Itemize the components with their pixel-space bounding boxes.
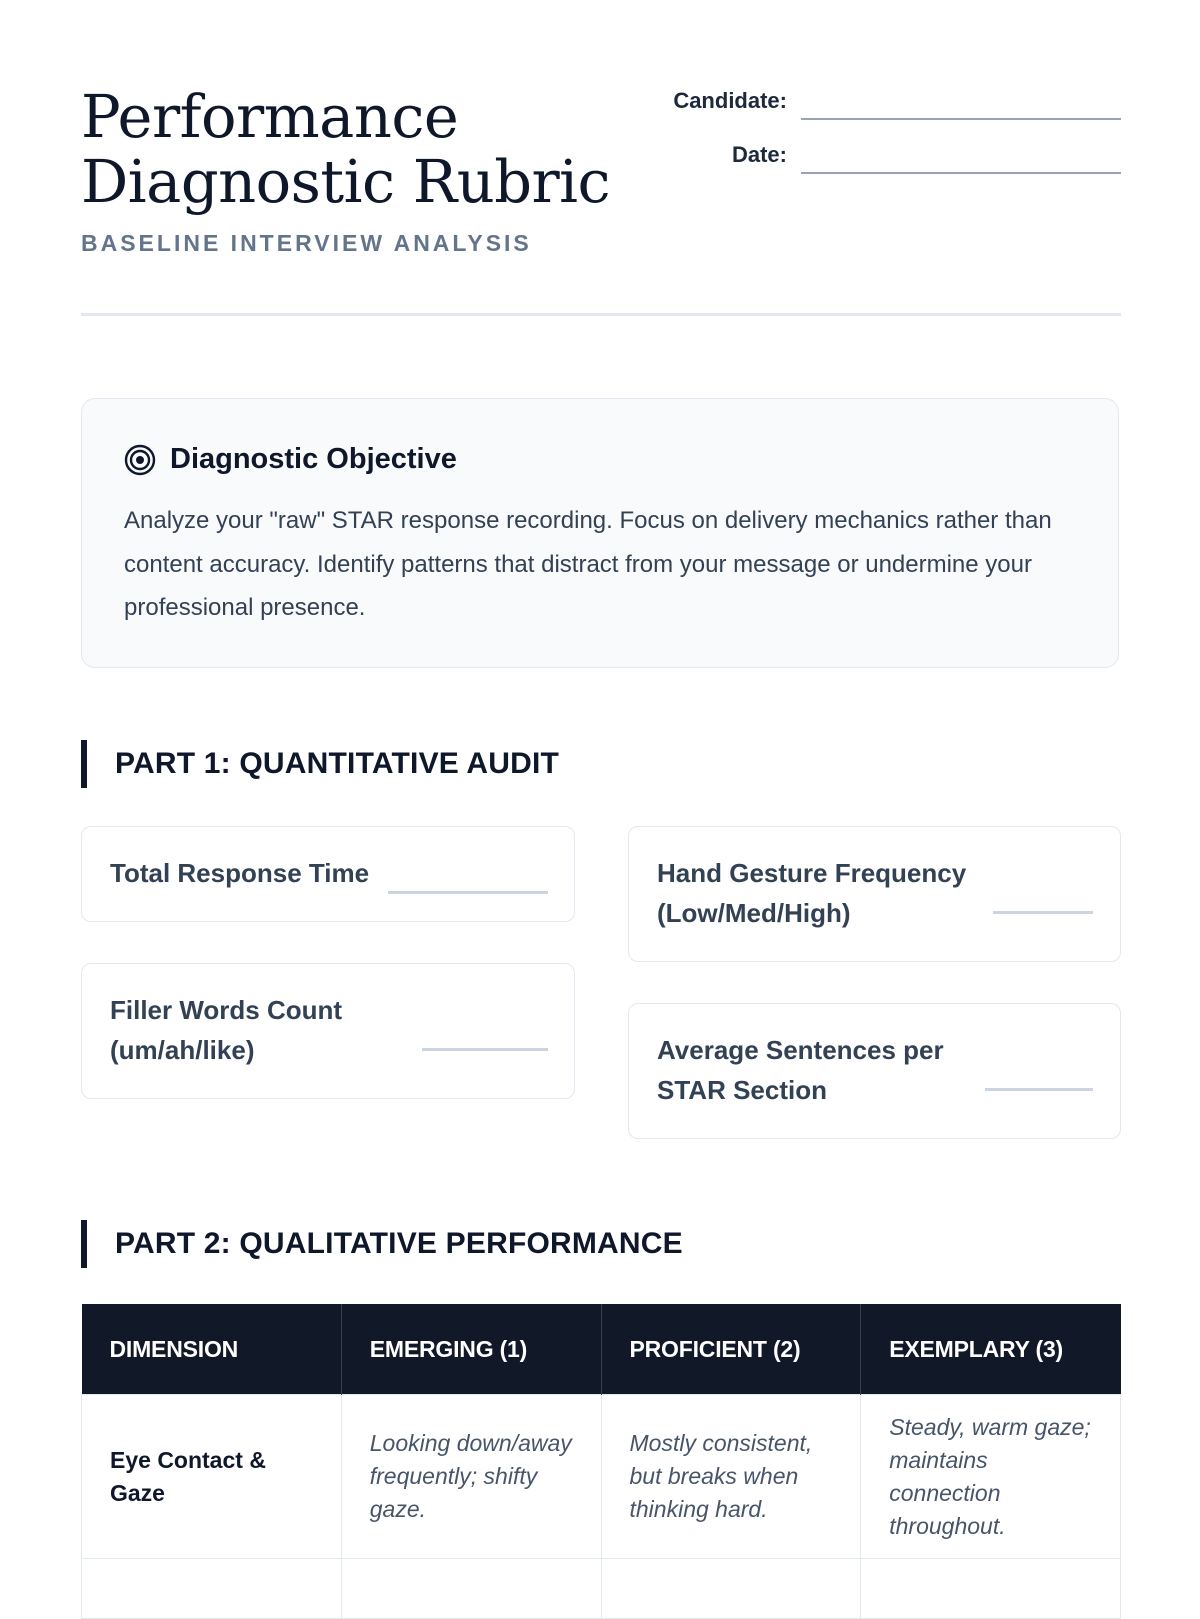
section-marker: [81, 1220, 87, 1268]
candidate-row: [661, 84, 1121, 138]
candidate-label: Candidate:: [673, 88, 787, 113]
metric-card-filler-words: [81, 963, 575, 1099]
emerging-cell[interactable]: Looking down/away frequently; shifty gaze.: [341, 1395, 601, 1559]
part1-title: PART 1: QUANTITATIVE AUDIT: [115, 747, 560, 780]
dimension-cell: Eye Contact & Gaze: [82, 1395, 342, 1559]
metric-label: Hand Gesture Frequency (Low/Med/High): [657, 858, 967, 928]
part1-header: [81, 740, 559, 788]
section-marker: [81, 740, 87, 788]
page-subtitle: BASELINE INTERVIEW ANALYSIS: [81, 230, 532, 256]
metric-label: Filler Words Count (um/ah/like): [110, 995, 343, 1065]
metric-label: Average Sentences per STAR Section: [657, 1035, 944, 1105]
objective-title: Diagnostic Objective: [170, 443, 457, 475]
date-label: Date:: [731, 142, 787, 167]
metric-card-response-time: [81, 826, 575, 922]
objective-text: Analyze your "raw" STAR response recording. Focus on delivery mechanics rather than content accuracy. Identify patterns that distract from your message or undermine your professional presence.: [124, 507, 1052, 621]
column-header-proficient: PROFICIENT (2): [601, 1304, 861, 1395]
objective-box: [81, 398, 1119, 668]
table-cell: [601, 1559, 861, 1619]
column-header-emerging: EMERGING (1): [341, 1304, 601, 1395]
metric-card-hand-gestures: [628, 826, 1121, 962]
metric-label: Total Response Time: [110, 858, 370, 888]
metric-card-avg-sentences: [628, 1003, 1121, 1139]
target-icon: [124, 444, 156, 476]
metric-input-line[interactable]: [993, 911, 1093, 914]
metric-input-line[interactable]: [422, 1048, 548, 1051]
metric-input-line[interactable]: [985, 1088, 1093, 1091]
proficient-cell[interactable]: Mostly consistent, but breaks when thinking hard.: [601, 1395, 861, 1559]
objective-header: [124, 443, 457, 476]
candidate-meta: [661, 84, 1121, 192]
rubric-table: [81, 1304, 1121, 1619]
part2-header: [81, 1220, 683, 1268]
metric-input-line[interactable]: [388, 891, 548, 894]
table-cell: [82, 1559, 342, 1619]
header-divider: [81, 313, 1121, 316]
date-row: [661, 138, 1121, 192]
page-title: Performance Diagnostic Rubric: [81, 82, 611, 216]
table-cell: [341, 1559, 601, 1619]
table-row: [82, 1559, 1121, 1619]
part2-title: PART 2: QUALITATIVE PERFORMANCE: [115, 1227, 683, 1260]
table-cell: [861, 1559, 1121, 1619]
table-row: [82, 1395, 1121, 1559]
candidate-field[interactable]: [801, 118, 1121, 120]
table-header-row: [82, 1304, 1121, 1395]
column-header-exemplary: EXEMPLARY (3): [861, 1304, 1121, 1395]
date-field[interactable]: [801, 172, 1121, 174]
exemplary-cell[interactable]: Steady, warm gaze; maintains connection throughout.: [861, 1395, 1121, 1559]
column-header-dimension: DIMENSION: [82, 1304, 342, 1395]
